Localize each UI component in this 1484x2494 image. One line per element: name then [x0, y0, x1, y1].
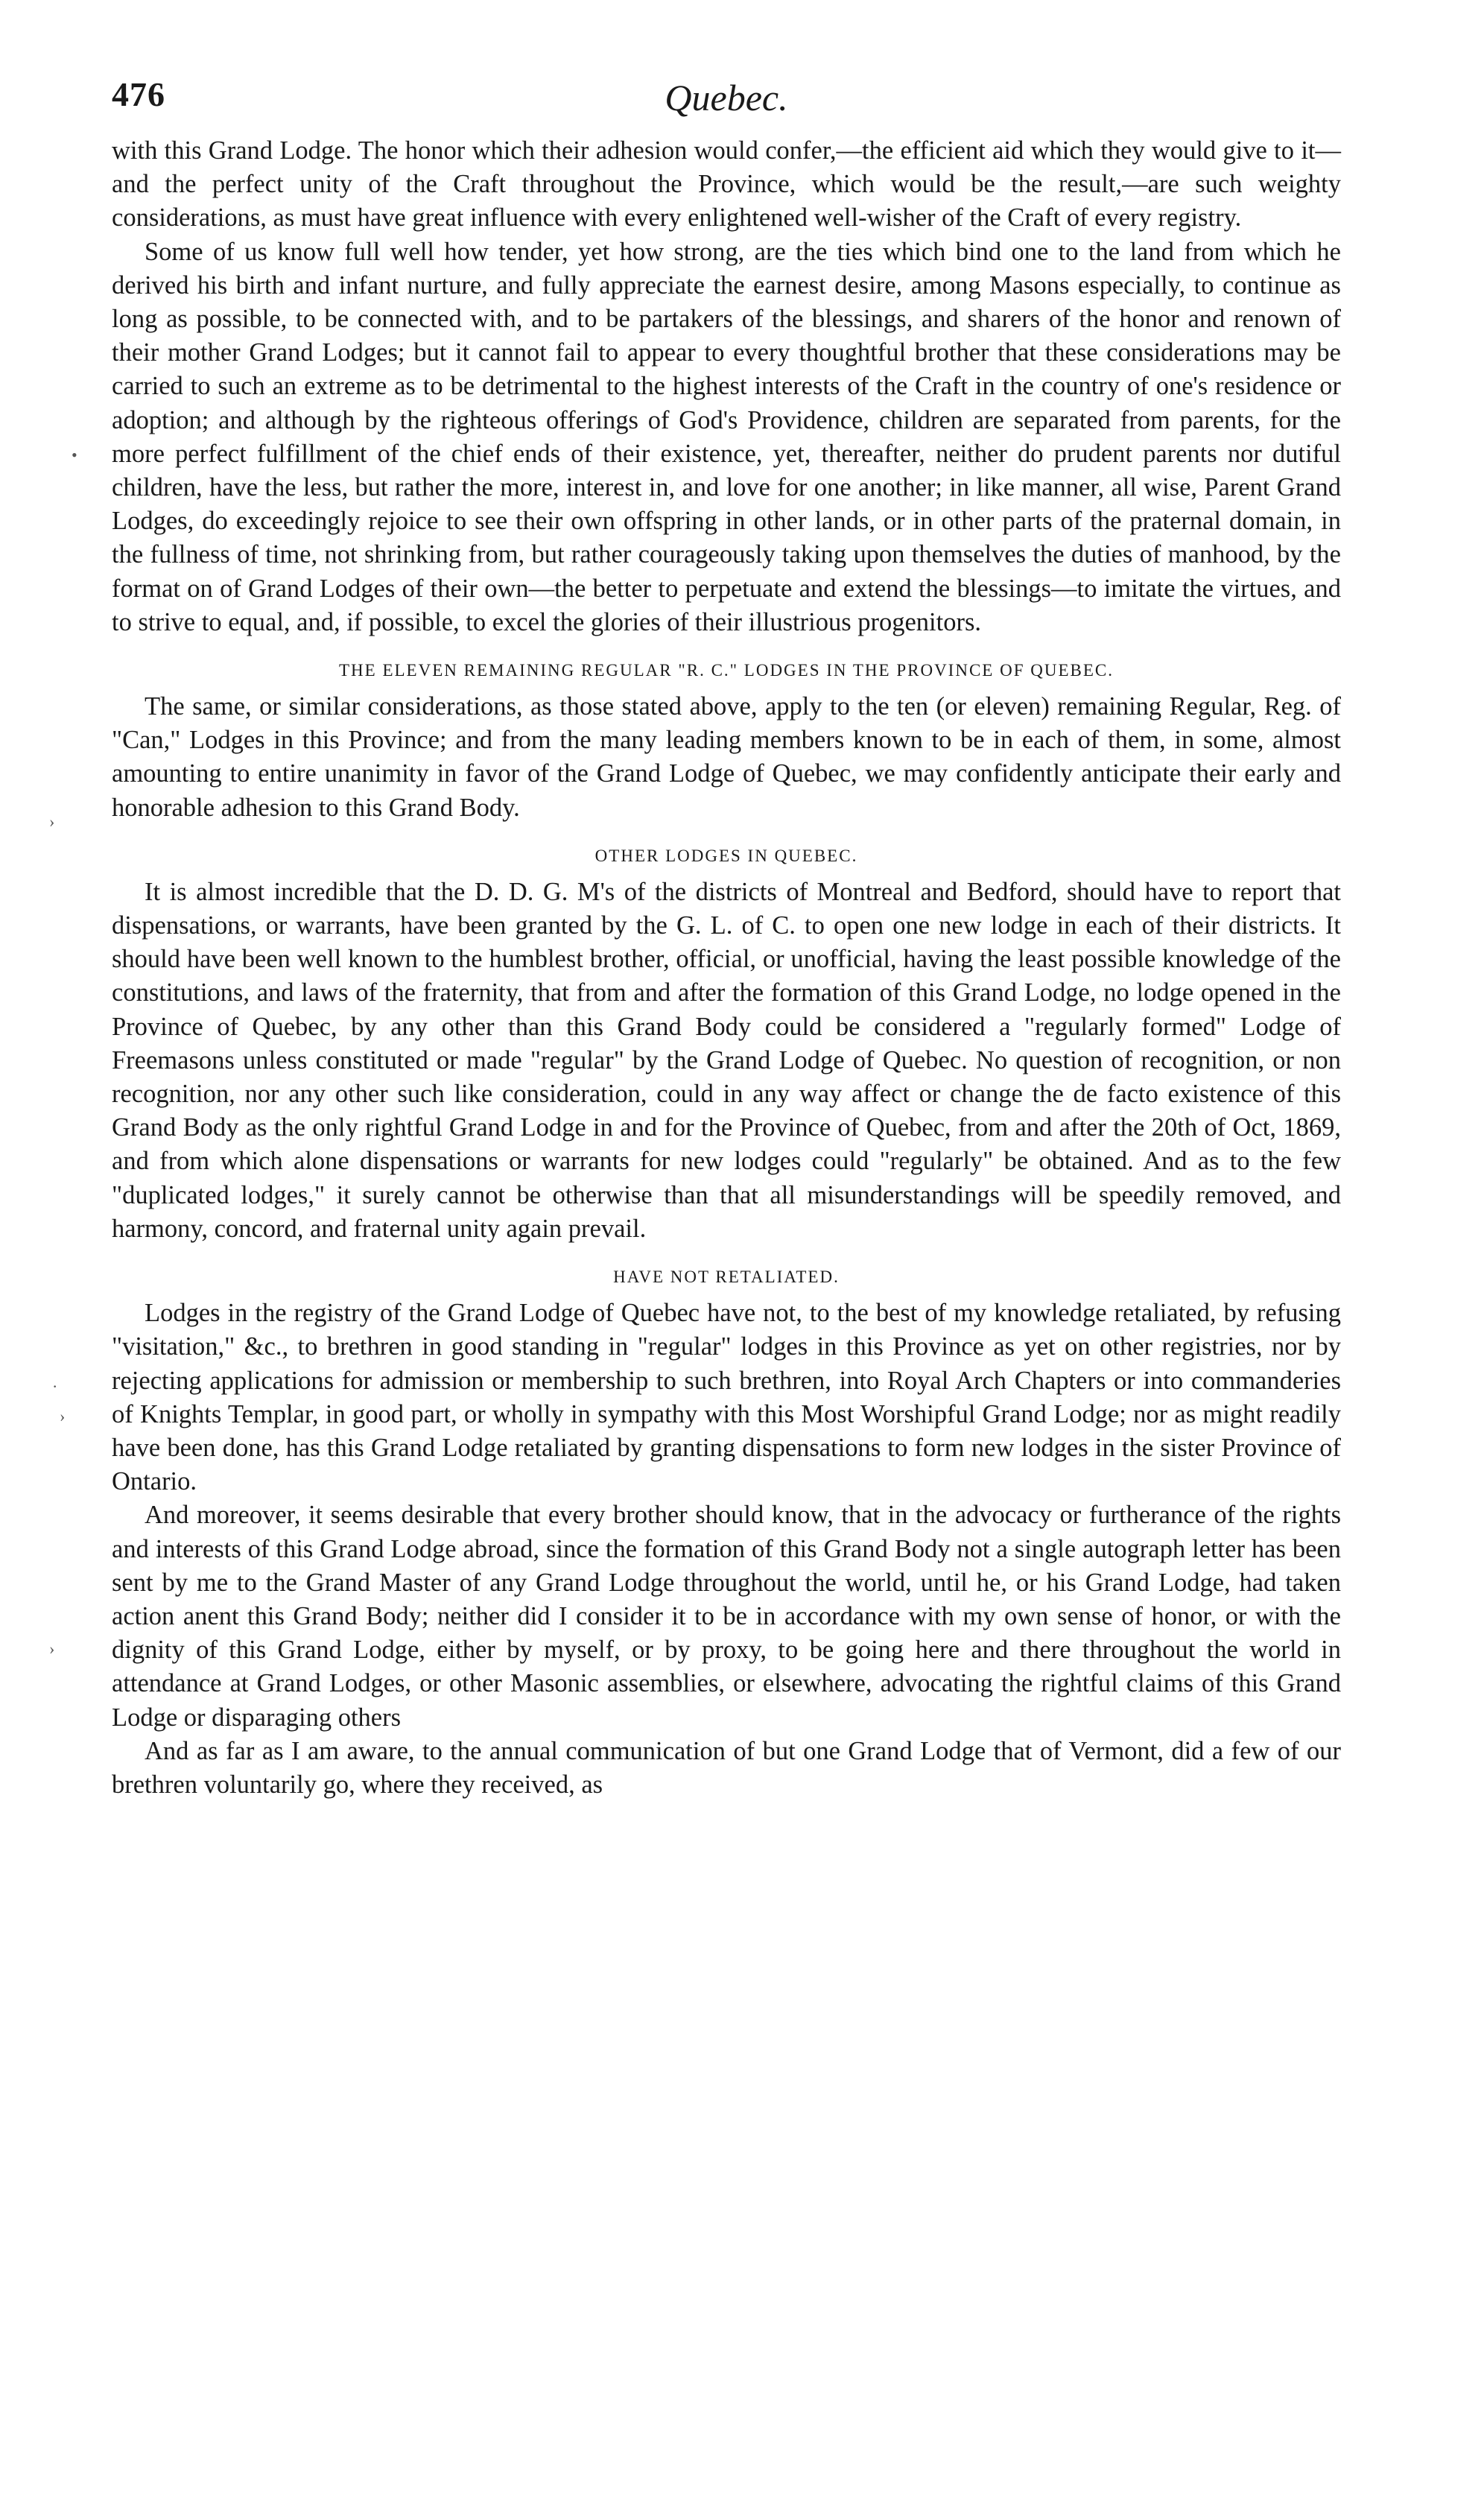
body-paragraph: with this Grand Lodge. The honor which their adhesion would confer,—the efficient aid which they would give to it—and the perfect unity of the Craft throughout the Province, which would be the result,—are such weighty considerations, as must have great influence with every enlightened well-wisher of the Craft of every registry. — [112, 136, 1341, 232]
body-paragraph: Lodges in the registry of the Grand Lodge of Quebec have not, to the best of my knowledge retaliated, by refusing "visitation," &c., to brethren in good standing in "regular" lodges in this Province as yet on other registries, nor by rejecting applications for admission or membership to such brethren, into Royal Arch Chapters or into commanderies of Knights Templar, in good part, or wholly in sympathy with this Most Worshipful Grand Lodge; nor as might readily have been done, has this Grand Lodge retaliated by granting dispensations to form new lodges in the sister Province of Ontario. — [112, 1299, 1341, 1496]
margin-mark: · — [52, 1377, 58, 1396]
body-paragraph: The same, or similar considerations, as those stated above, apply to the ten (or eleven) remaining Regular, Reg. of "Can," Lodges in this Province; and from the many leading members known to be in each of them, in some, almost amounting to entire unanimity in favor of the Grand Lodge of Quebec, we may confidently anticipate their early and honorable adhesion to this Grand Body. — [112, 692, 1341, 822]
section-heading: THE ELEVEN REMAINING REGULAR "R. C." LODGES IN THE PROVINCE OF QUEBEC. — [339, 661, 1114, 680]
running-header — [112, 75, 1341, 134]
body-paragraph: And as far as I am aware, to the annual communication of but one Grand Lodge that of Vermont, did a few of our brethren voluntarily go, where they received, as — [112, 1736, 1341, 1799]
body-paragraph: It is almost incredible that the D. D. G. M's of the districts of Montreal and Bedford, should have to report that dispensations, or warrants, have been granted by the G. L. of C. to open one new lodge in each of their districts. It should have been well known to the humblest brother, official, or unofficial, having the least possible knowledge of the constitutions, and laws of the fraternity, that from and after the formation of this Grand Lodge, no lodge opened in the Province of Quebec, by any other than this Grand Body could be considered a "regularly formed" Lodge of Freemasons unless constituted or made "regular" by the Grand Lodge of Quebec. No question of recognition, or non recognition, nor any other such like consideration, could in any way affect or change the de facto existence of this Grand Body as the only rightful Grand Lodge in and for the Province of Quebec, from and after the 20th of Oct, 1869, and from which alone dispensations or warrants for new lodges could "regularly" be obtained. And as to the few "duplicated lodges," it surely cannot be otherwise than that all misunderstandings will be speedily removed, and harmony, concord, and fraternal unity again prevail. — [112, 877, 1341, 1243]
section-heading: HAVE NOT RETALIATED. — [613, 1267, 840, 1287]
margin-mark: • — [72, 446, 77, 464]
margin-mark: › — [60, 1407, 66, 1425]
running-title: Quebec. — [665, 77, 788, 118]
margin-mark: › — [49, 812, 55, 831]
body-paragraph: Some of us know full well how tender, yet how strong, are the ties which bind one to the land from which he derived his birth and infant nurture, and fully appreciate the earnest desire, among Masons especially, to continue as long as possible, to be connected with, and to be partakers of the blessings, and sharers of the honor and renown of their mother Grand Lodges; but it cannot fail to appear to every thoughtful brother that these considerations may be carried to such an extreme as to be detrimental to the highest interests of the Craft in the country of one's residence or adoption; and although by the righteous offerings of God's Providence, children are separated from parents, for the more perfect fulfillment of the chief ends of their existence, yet, thereafter, neither do prudent parents nor dutiful children, have the less, but rather the more, interest in, and love for one another; in like manner, all wise, Parent Grand Lodges, do exceedingly rejoice to see their own offspring in other lands, or in other parts of the praternal domain, in the fullness of time, not shrinking from, but rather courageously taking upon themselves the duties of manhood, by the format on of Grand Lodges of their own—the better to perpetuate and extend the blessings—to imitate the virtues, and to strive to equal, and, if possible, to excel the glories of their illustrious progenitors. — [112, 237, 1341, 636]
page-number: 476 — [112, 75, 165, 113]
section-heading: OTHER LODGES IN QUEBEC. — [594, 846, 858, 865]
body-paragraph: And moreover, it seems desirable that every brother should know, that in the advocacy or furtherance of the rights and interests of this Grand Lodge abroad, since the formation of this Grand Body not a single autograph letter has been sent by me to the Grand Master of any Grand Lodge throughout the world, until he, or his Grand Lodge, had taken action anent this Grand Body; neither did I consider it to be in accordance with my own sense of honor, or with the dignity of this Grand Lodge, either by myself, or by proxy, to be going here and there throughout the world in attendance at Grand Lodges, or other Masonic assemblies, or elsewhere, advocating the rightful claims of this Grand Lodge or disparaging others — [112, 1501, 1341, 1732]
book-page — [112, 75, 1341, 1802]
margin-mark: › — [49, 1639, 55, 1658]
